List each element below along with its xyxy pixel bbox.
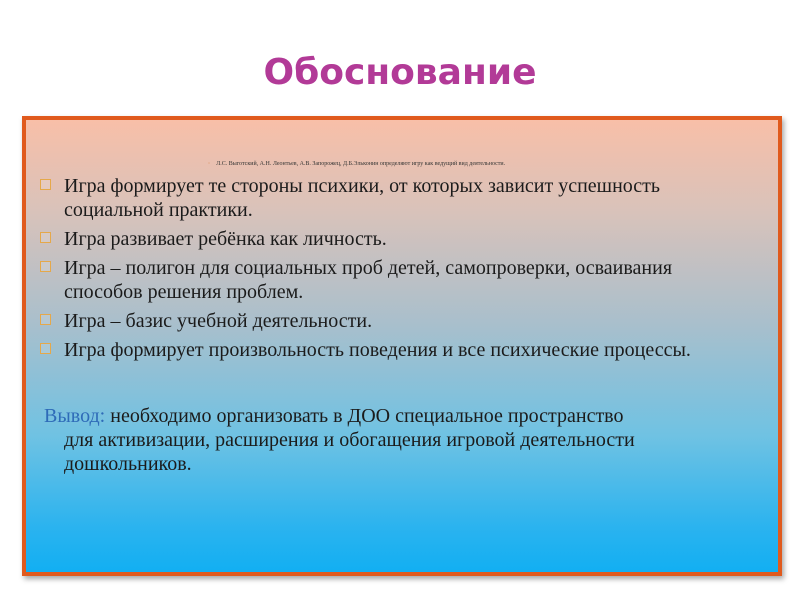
point-text: Игра формирует те стороны психики, от которых зависит успешность социальной практики. [64, 175, 661, 221]
slide-title: Обоснование [263, 52, 537, 93]
list-item [40, 256, 740, 304]
conclusion-label: Вывод: [44, 405, 106, 427]
conclusion-text-line2: для активизации, расширения и обогащения игровой деятельности [64, 429, 635, 451]
square-bullet-icon [40, 261, 51, 272]
conclusion-text-line3: дошкольников. [64, 453, 192, 475]
square-bullet-icon [40, 179, 51, 190]
small-bullet-icon: ▫ [208, 161, 211, 167]
points-list [40, 174, 740, 367]
square-bullet-icon [40, 232, 51, 243]
reference-text: Л.С. Выготский, А.Н. Леонтьев, А.В. Запорожец, Д.Б.Эльконин определяют игру как ведущий вид деятельности. [216, 161, 506, 167]
list-item [40, 309, 740, 333]
point-text: Игра – полигон для социальных проб детей, самопроверки, осваивания способов решения проблем. [64, 257, 673, 303]
reference-line [208, 161, 505, 167]
point-text: Игра развивает ребёнка как личность. [64, 228, 387, 250]
conclusion-block [40, 404, 770, 476]
square-bullet-icon [40, 314, 51, 325]
point-text: Игра – базис учебной деятельности. [64, 310, 373, 332]
square-bullet-icon [40, 343, 51, 354]
point-text: Игра формирует произвольность поведения и все психические процессы. [64, 339, 691, 361]
list-item [40, 227, 740, 251]
conclusion-text-line1: необходимо организовать в ДОО специальное пространство [105, 405, 624, 427]
list-item [40, 174, 740, 222]
list-item [40, 338, 740, 362]
content-panel [22, 116, 782, 576]
